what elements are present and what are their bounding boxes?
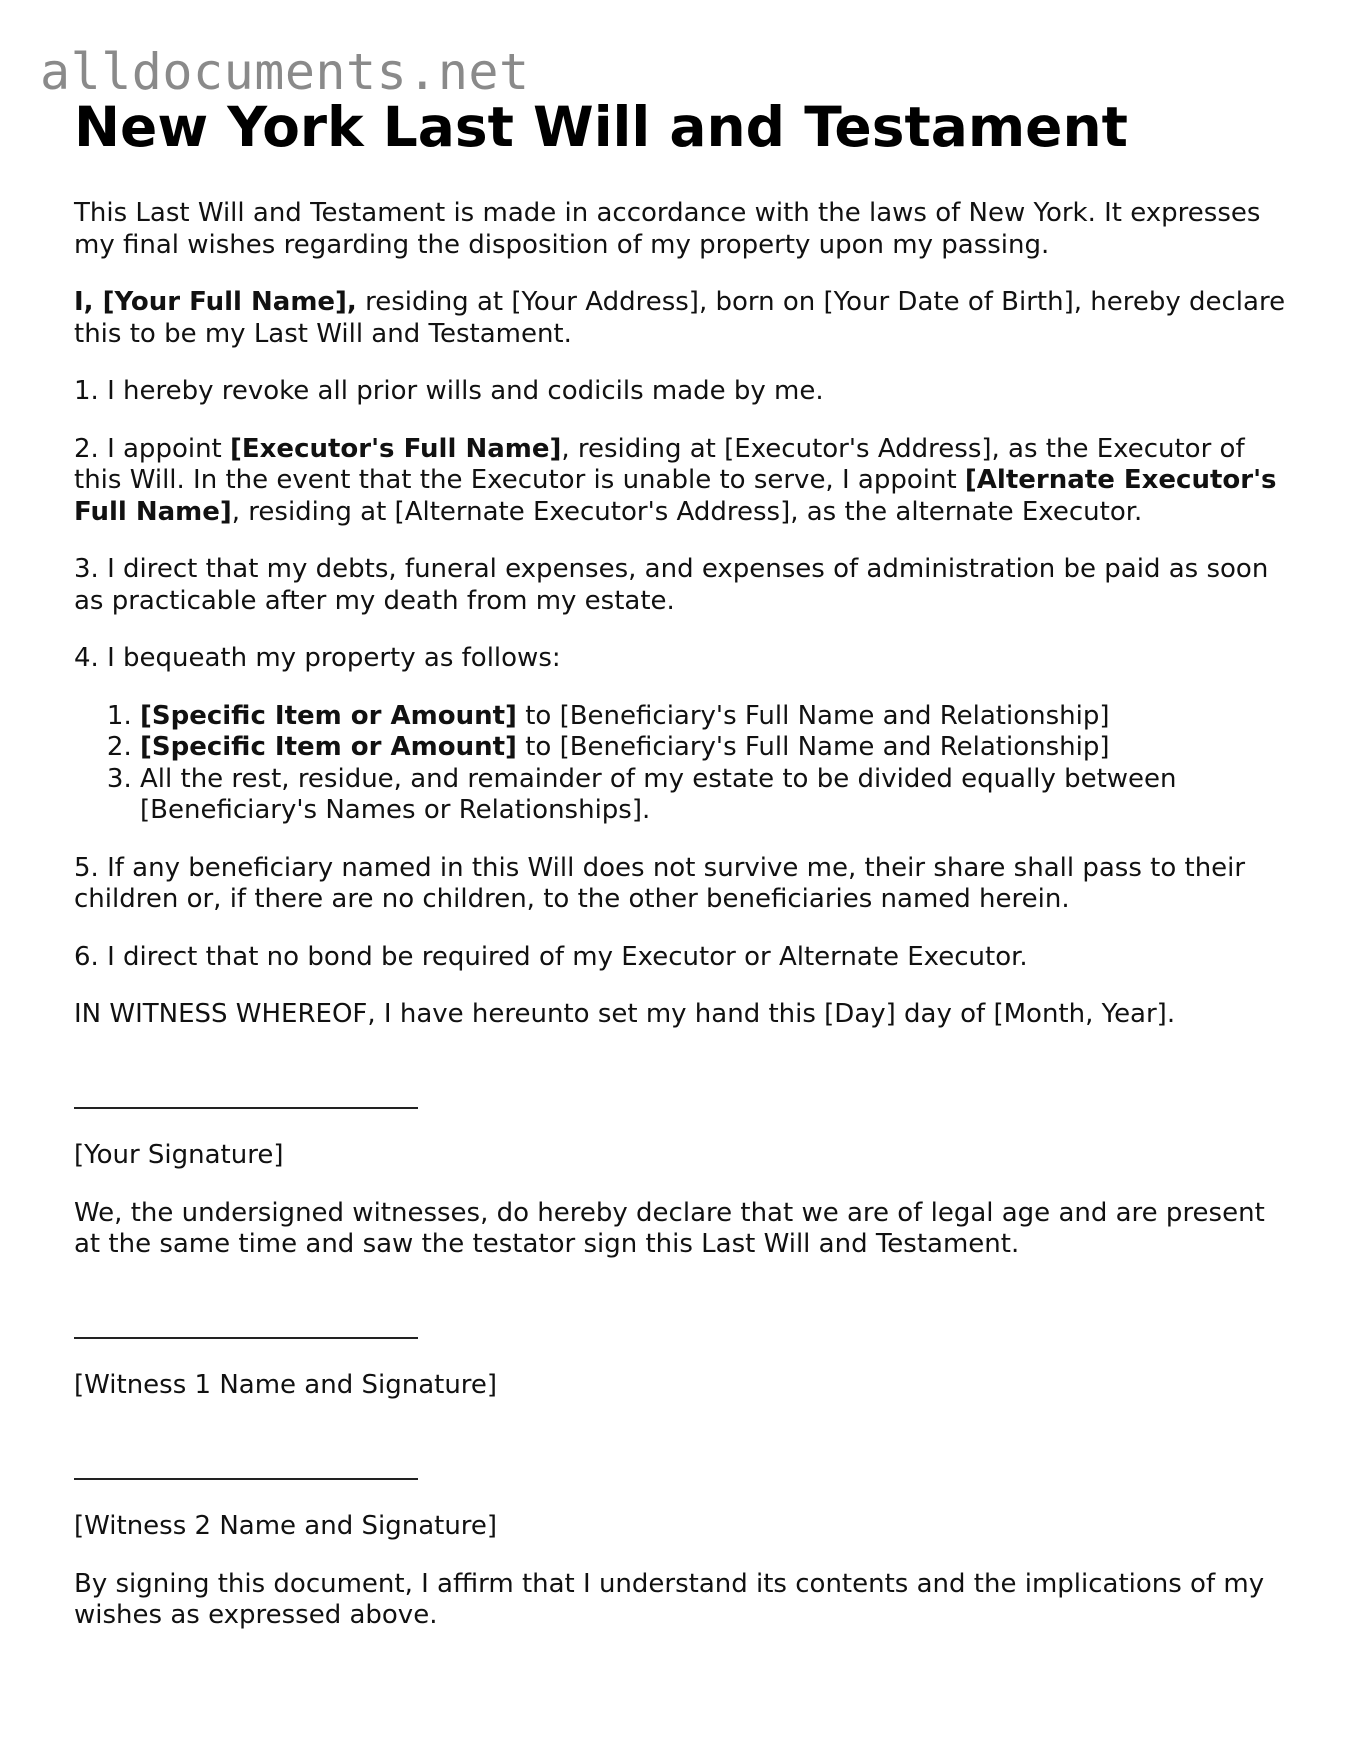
executor-name-placeholder: [Executor's Full Name] xyxy=(230,433,562,464)
clause-3: 3. I direct that my debts, funeral expenses, and expenses of administration be paid as soon as practicable after my death from my estate. xyxy=(74,554,1269,616)
clause-6: 6. I direct that no bond be required of my Executor or Alternate Executor. xyxy=(74,941,1028,972)
clause-2 xyxy=(74,434,1294,529)
declaration-text: residing at [Your Address], born on [Your Date of Birth], hereby declare this to be my Last Will and Testament. xyxy=(74,287,1286,349)
bequest-beneficiary: to [Beneficiary's Full Name and Relationship] xyxy=(516,732,1110,762)
alternate-executor-name-placeholder: [Alternate Executor's Full Name] xyxy=(74,465,1277,527)
witness-1-signature-line xyxy=(74,1313,1294,1345)
spacer xyxy=(74,1428,1294,1454)
clause-5: 5. If any beneficiary named in this Will does not survive me, their share shall pass to their children or, if there are no children, to the other beneficiaries named herein. xyxy=(74,852,1246,914)
spacer xyxy=(74,1287,1294,1313)
testator-name-placeholder: I, [Your Full Name], xyxy=(74,287,357,317)
document-body xyxy=(74,198,1294,1632)
signature-rule xyxy=(74,1478,418,1480)
witness-whereof: IN WITNESS WHEREOF, I have hereunto set my hand this [Day] day of [Month, Year]. xyxy=(74,999,1176,1029)
clause-2-text-b: , residing at [Executor's Address], as the Executor of this Will. In the event that the Executor is unable to serve, I appoint xyxy=(74,433,1245,495)
intro-paragraph: This Last Will and Testament is made in accordance with the laws of New York. It expresses my final wishes regarding the disposition of my property upon my passing. xyxy=(74,198,1261,260)
document xyxy=(74,94,1294,1658)
bequest-list xyxy=(74,701,1294,827)
bequest-item xyxy=(140,732,1294,764)
clause-1: 1. I hereby revoke all prior wills and codicils made by me. xyxy=(74,376,824,406)
signature-rule xyxy=(74,1107,418,1109)
bequest-item-placeholder: [Specific Item or Amount] xyxy=(140,732,517,762)
watermark: alldocuments.net xyxy=(40,43,530,101)
document-title: New York Last Will and Testament xyxy=(74,95,1128,159)
testator-signature-line xyxy=(74,1083,1294,1115)
witness-statement: We, the undersigned witnesses, do hereby declare that we are of legal age and are present at the same time and saw the testator sign this Last Will and Testament. xyxy=(74,1197,1265,1259)
witness-2-label: [Witness 2 Name and Signature] xyxy=(74,1511,498,1541)
clause-2-text-c: , residing at [Alternate Executor's Address], as the alternate Executor. xyxy=(231,496,1143,527)
clause-4: 4. I bequeath my property as follows: xyxy=(74,643,561,673)
bequest-residue xyxy=(140,764,1294,827)
spacer xyxy=(74,1057,1294,1083)
bequest-item-placeholder: [Specific Item or Amount] xyxy=(140,700,517,731)
bequest-item xyxy=(140,701,1294,733)
declaration-paragraph xyxy=(74,287,1294,350)
witness-2-signature-line xyxy=(74,1454,1294,1486)
witness-1-label: [Witness 1 Name and Signature] xyxy=(74,1370,498,1400)
bequest-beneficiary: to [Beneficiary's Full Name and Relationship] xyxy=(516,700,1110,731)
testator-signature-label: [Your Signature] xyxy=(74,1140,284,1170)
affirmation-paragraph: By signing this document, I affirm that I understand its contents and the implications of my wishes as expressed above. xyxy=(74,1568,1265,1630)
bequest-residue-text: All the rest, residue, and remainder of my estate to be divided equally between [Beneficiary's Names or Relationships]. xyxy=(140,763,1177,825)
signature-rule xyxy=(74,1337,418,1339)
clause-2-text-a: 2. I appoint xyxy=(74,433,231,464)
